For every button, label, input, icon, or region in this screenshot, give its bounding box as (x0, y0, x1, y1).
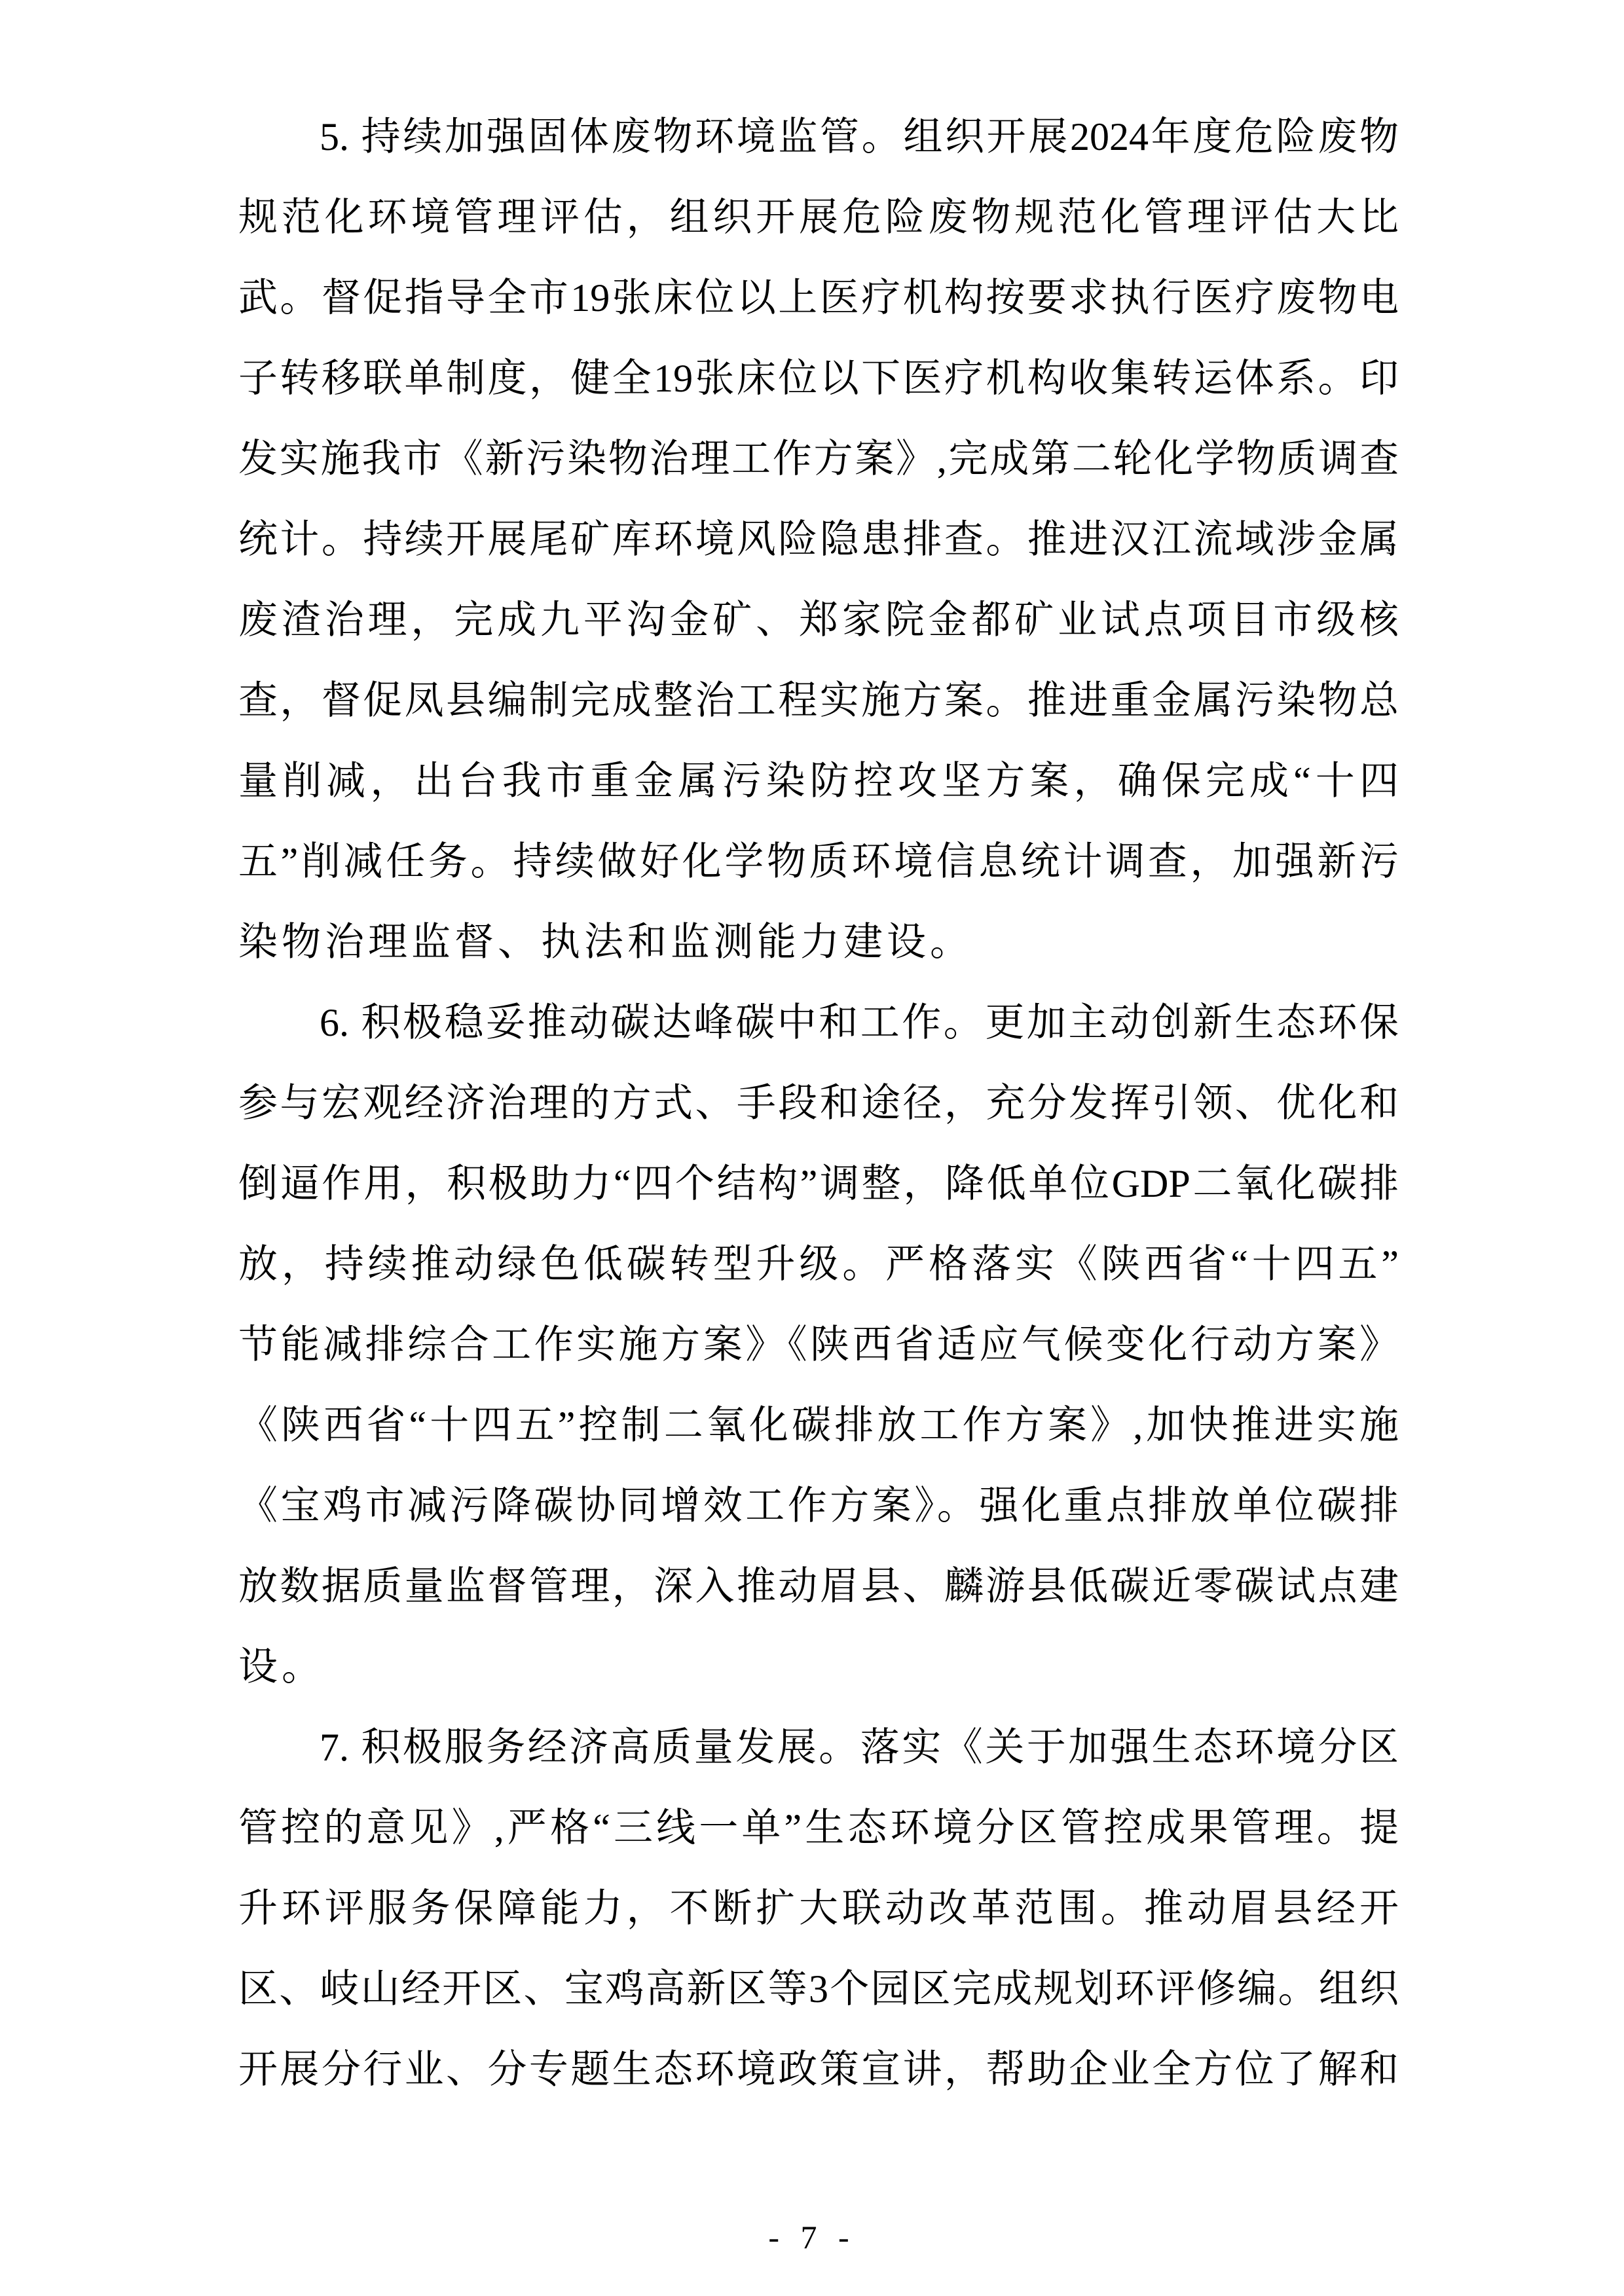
text-line: 7. 积极服务经济高质量发展。落实《关于加强生态环境分区 (320, 1726, 1399, 1769)
page-footer (0, 2218, 1624, 2256)
text-line: 染物治理监督、执法和监测能力建设。 (238, 920, 973, 964)
text-line: 参与宏观经济治理的方式、手段和途径，充分发挥引领、优化和 (238, 1082, 1399, 1125)
text-line: 发实施我市《新污染物治理工作方案》,完成第二轮化学物质调查 (238, 437, 1399, 481)
text-line: 量削减，出台我市重金属污染防控攻坚方案，确保完成“十四 (238, 759, 1399, 803)
page-number: - 7 - (768, 2219, 856, 2255)
text-line: 查，督促凤县编制完成整治工程实施方案。推进重金属污染物总 (238, 679, 1399, 722)
paragraph-5 (238, 97, 1399, 983)
text-line: 区、岐山经开区、宝鸡高新区等3个园区完成规划环评修编。组织 (238, 1967, 1399, 2011)
text-line: 设。 (238, 1645, 325, 1688)
text-line: 统计。持续开展尾矿库环境风险隐患排查。推进汉江流域涉金属 (238, 518, 1399, 561)
text-line: 放数据质量监督管理，深入推动眉县、麟游县低碳近零碳试点建 (238, 1565, 1399, 1608)
text-line: 规范化环境管理评估，组织开展危险废物规范化管理评估大比 (238, 196, 1399, 239)
text-line: 6. 积极稳妥推动碳达峰碳中和工作。更加主动创新生态环保 (320, 1001, 1399, 1044)
document-body (238, 97, 1399, 2110)
text-line: 节能减排综合工作实施方案》《陕西省适应气候变化行动方案》 (238, 1323, 1399, 1366)
paragraph-7 (238, 1707, 1399, 2110)
text-line: 五”削减任务。持续做好化学物质环境信息统计调查，加强新污 (238, 840, 1399, 883)
text-line: 放，持续推动绿色低碳转型升级。严格落实《陕西省“十四五” (238, 1243, 1399, 1286)
text-line: 子转移联单制度，健全19张床位以下医疗机构收集转运体系。印 (238, 357, 1399, 400)
text-line: 倒逼作用，积极助力“四个结构”调整，降低单位GDP二氧化碳排 (238, 1162, 1399, 1205)
text-line: 开展分行业、分专题生态环境政策宣讲，帮助企业全方位了解和 (238, 2048, 1399, 2091)
paragraph-6 (238, 983, 1399, 1707)
text-line: 管控的意见》,严格“三线一单”生态环境分区管控成果管理。提 (238, 1806, 1399, 1850)
text-line: 武。督促指导全市19张床位以上医疗机构按要求执行医疗废物电 (238, 276, 1399, 319)
text-line: 《陕西省“十四五”控制二氧化碳排放工作方案》,加快推进实施 (238, 1404, 1399, 1447)
text-line: 《宝鸡市减污降碳协同增效工作方案》。强化重点排放单位碳排 (238, 1484, 1399, 1527)
text-line: 5. 持续加强固体废物环境监管。组织开展2024年度危险废物 (320, 115, 1399, 158)
text-line: 升环评服务保障能力，不断扩大联动改革范围。推动眉县经开 (238, 1887, 1399, 1930)
text-line: 废渣治理，完成九平沟金矿、郑家院金都矿业试点项目市级核 (238, 598, 1399, 642)
